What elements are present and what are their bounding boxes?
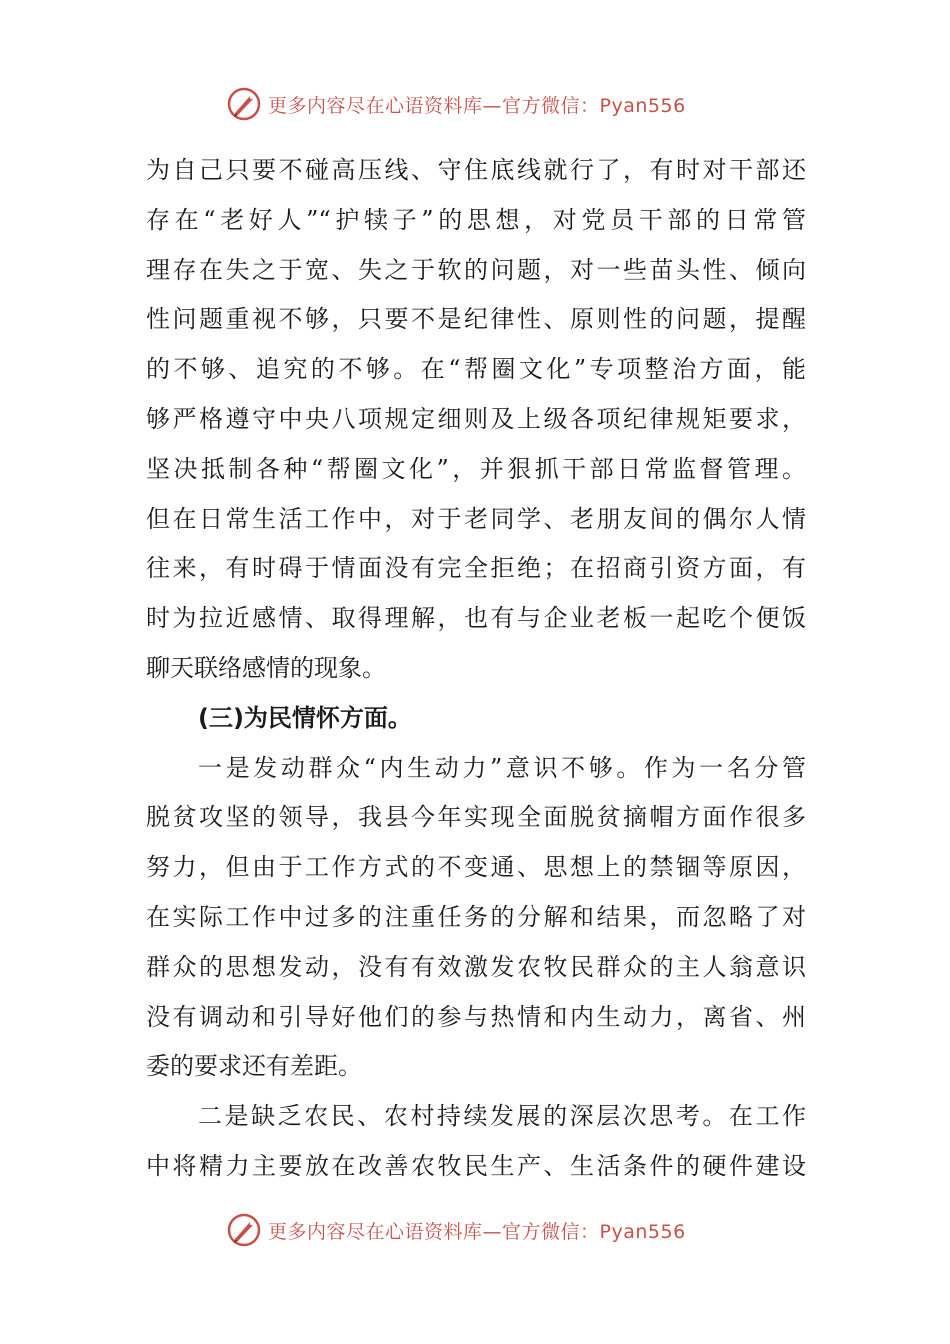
watermark-text: 更多内容尽在心语资料库—官方微信：Pyan556	[268, 1220, 686, 1243]
text-line: 一是发动群众“内生动力”意识不够。作为一名分管	[198, 753, 806, 782]
text-line: 往来，有时碍于情面没有完全拒绝；在招商引资方面，有	[146, 554, 806, 583]
text-line: 在实际工作中过多的注重任务的分解和结果，而忽略了对	[146, 902, 806, 931]
text-line: 坚决抵制各种“帮圈文化”，并狠抓干部日常监督管理。	[146, 454, 806, 483]
text-line: 聊天联络感情的现象。	[146, 653, 386, 682]
header-watermark	[226, 84, 686, 124]
text-line: 性问题重视不够，只要不是纪律性、原则性的问题，提醒	[146, 305, 806, 334]
pen-logo-icon	[226, 1212, 262, 1248]
text-line: 群众的思想发动，没有有效激发农牧民群众的主人翁意识	[146, 952, 806, 981]
text-line: 委的要求还有差距。	[146, 1052, 362, 1081]
text-line: 为自己只要不碰高压线、守住底线就行了，有时对干部还	[146, 156, 806, 184]
text-line: 的不够、追究的不够。在“帮圈文化”专项整治方面，能	[146, 355, 806, 384]
section-heading: (三)为民情怀方面。	[198, 703, 412, 732]
text-line: 努力，但由于工作方式的不变通、思想上的禁锢等原因，	[146, 853, 806, 882]
footer-watermark	[226, 1210, 686, 1250]
text-line: 脱贫攻坚的领导，我县今年实现全面脱贫摘帽方面作很多	[146, 803, 806, 832]
text-line: 没有调动和引导好他们的参与热情和内生动力，离省、州	[146, 1002, 806, 1031]
text-line: 时为拉近感情、取得理解，也有与企业老板一起吃个便饭	[146, 604, 806, 633]
watermark-text: 更多内容尽在心语资料库—官方微信：Pyan556	[268, 94, 686, 117]
text-line: 存在“老好人”“护犊子”的思想，对党员干部的日常管	[146, 205, 806, 234]
text-line: 但在日常生活工作中，对于老同学、老朋友间的偶尔人情	[146, 504, 806, 533]
text-line: 中将精力主要放在改善农牧民生产、生活条件的硬件建设	[146, 1151, 806, 1180]
text-line: 二是缺乏农民、农村持续发展的深层次思考。在工作	[198, 1102, 806, 1131]
text-line: 理存在失之于宽、失之于软的问题，对一些苗头性、倾向	[146, 255, 806, 284]
pen-logo-icon	[226, 86, 262, 122]
text-line: 够严格遵守中央八项规定细则及上级各项纪律规矩要求，	[146, 404, 806, 433]
body-text	[146, 146, 806, 1192]
